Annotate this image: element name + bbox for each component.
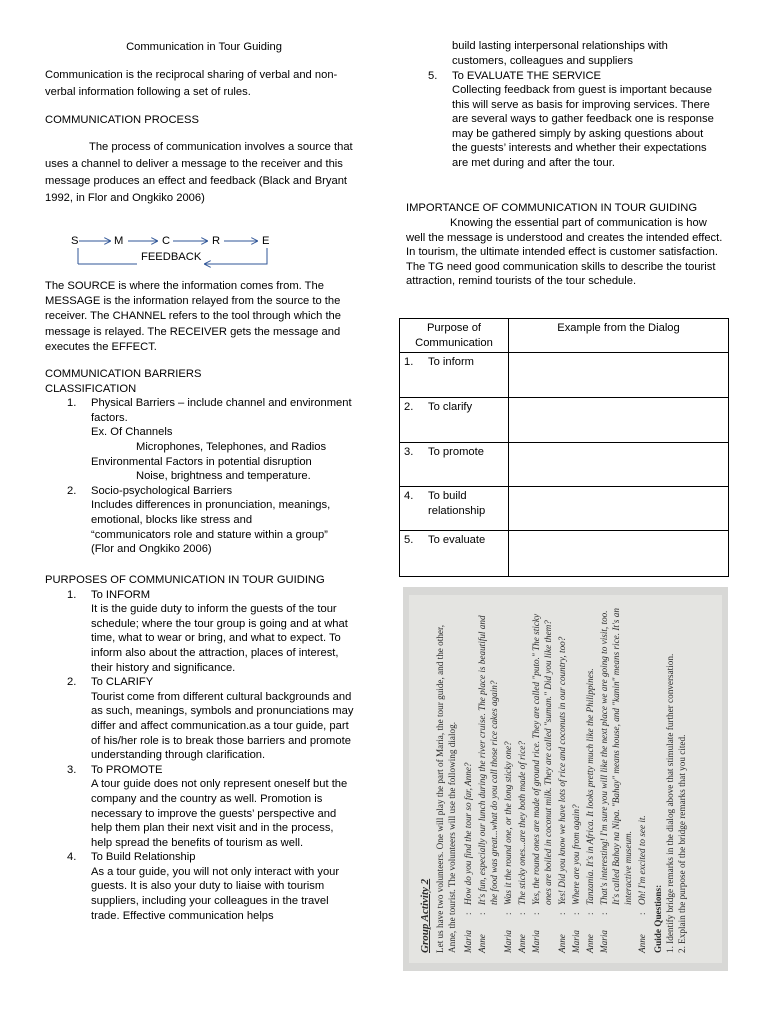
purpose-item-evaluate — [428, 69, 728, 84]
barrier-item-socio — [45, 484, 363, 499]
activity-rotated-text — [409, 595, 722, 963]
row-label: To promote — [428, 446, 484, 459]
activity-page — [409, 595, 722, 963]
dialog-text: Yes! Did you know we have lots of rice and coconuts in our country, too? — [557, 636, 567, 905]
process-heading: COMMUNICATION PROCESS — [45, 114, 199, 126]
purposes-heading: PURPOSES OF COMMUNICATION IN TOUR GUIDING — [45, 574, 325, 586]
dialog-line: Anne : It's fun, especially our lunch during the river cruise. The place is beautiful and the food was great...what do you call those rice cakes again? — [476, 605, 500, 953]
barrier-physical-title: Physical Barriers – include channel and environment factors. — [91, 397, 352, 424]
table-cell-purpose — [400, 443, 509, 487]
dialog-speaker: Maria — [531, 930, 541, 953]
barriers-section — [45, 367, 363, 557]
barrier-environmental: Environmental Factors in potential disruption — [91, 455, 312, 468]
dialog-text: How do you find the tour so far, Anne? — [463, 762, 473, 905]
purpose-evaluate-text: Collecting feedback from guest is important because this will serve as basis for improving services. There are several ways to gather feedback one is response may be gathered simply by asking questions about the guests’ interests and whether their expectations are met during and after the tour. — [452, 84, 714, 169]
diagram-source: S — [71, 235, 79, 247]
purpose-inform-text: It is the guide duty to inform the guests of the tour schedule; where the tour group is going and at what time, what to wear or bring, and what to expect. To inform also about the attraction, places of interest, their history and significance. — [91, 603, 348, 674]
table-cell-example[interactable] — [509, 353, 729, 398]
dialog-speaker: Anne — [517, 934, 527, 953]
dialog-speaker: Maria — [571, 930, 581, 953]
dialog-text: It's fun, especially our lunch during the river cruise. The place is beautiful and the food was great...what do you call those rice cakes again? — [477, 615, 499, 905]
table-header-purpose: Purpose of Communication — [400, 319, 509, 353]
table-cell-purpose — [400, 487, 509, 531]
source-paragraph: The SOURCE is where the information comes from. The MESSAGE is the information relayed from the source to the receiver. The CHANNEL refers to the tool through which the message is relayed. The RECEIVER gets the message and executes the EFFECT. — [45, 280, 341, 353]
purpose-item-inform — [45, 588, 363, 603]
table-cell-example[interactable] — [509, 487, 729, 531]
guide-questions-heading: Guide Questions: — [653, 884, 663, 953]
purpose-promote-title: To PROMOTE — [91, 763, 163, 776]
dialog-speaker: Maria — [503, 930, 513, 953]
diagram-effect: E — [262, 235, 270, 247]
diagram-feedback: FEEDBACK — [141, 251, 202, 263]
diagram-channel: C — [162, 235, 171, 247]
importance-heading: IMPORTANCE OF COMMUNICATION IN TOUR GUIDING — [406, 202, 698, 214]
table-row — [400, 353, 729, 398]
dialog-text: Tanzania. It's in Africa. It looks pretty much like the Philippines. — [585, 668, 595, 905]
barriers-heading: COMMUNICATION BARRIERS — [45, 368, 202, 380]
activity-heading: Group Activity 2 — [419, 878, 431, 953]
purpose-relationship-title: To Build Relationship — [91, 851, 196, 864]
table-cell-example[interactable] — [509, 398, 729, 443]
table-row — [400, 398, 729, 443]
purpose-relationship-text: As a tour guide, you will not only interact with your guests. It is also your duty to liaise with tourism suppliers, including your colleagues in the travel trade. Effective communication helps — [91, 865, 340, 922]
table-row — [400, 531, 729, 577]
dialog-line: Maria : How do you find the tour so far, Anne? — [462, 605, 474, 953]
row-label: To build relationship — [428, 490, 486, 517]
diagram-receiver: R — [212, 235, 221, 247]
table-row — [400, 487, 729, 531]
barrier-socio-title: Socio-psychological Barriers — [91, 484, 233, 497]
dialog-speaker: Anne — [477, 934, 487, 953]
purpose-number: 1. — [67, 588, 77, 601]
dialog-speaker: Anne — [585, 934, 595, 953]
dialog-text: That's interesting! I'm sure you will like the next place we are going to visit, too. It's called Bahay na Nipa. "Bahay" means house, and "kanin" means rice. It's an interactive museum. — [599, 608, 633, 905]
dialog-text: The sticky ones...are they both made of rice? — [517, 741, 527, 905]
dialog-speaker: Maria — [599, 930, 609, 953]
activity-intro: Let us have two volunteers. One will play the part of Maria, the tour guide, and the other, Anne, the tourist. The volunteers will use the following dialog. — [435, 625, 457, 953]
table-header-row — [400, 319, 729, 353]
purpose-number: 4. — [67, 851, 77, 864]
dialog-line: Maria : Was it the round one, or the long sticky one? — [502, 605, 514, 953]
row-label: To evaluate — [428, 534, 486, 547]
importance-paragraph: Knowing the essential part of communication is how well the message is understood and creates the intended effect. In tourism, the ultimate intended effect is customer satisfaction. The TG need good communication skills to describe the tourist attraction, remind tourists of the tour schedule. — [406, 217, 723, 288]
intro-paragraph: Communication is the reciprocal sharing of verbal and non-verbal information following a set of rules. — [45, 69, 338, 98]
table-cell-example[interactable] — [509, 531, 729, 577]
row-number: 2. — [404, 401, 414, 414]
purpose-item-relationship — [45, 850, 363, 865]
table-cell-purpose — [400, 531, 509, 577]
smcre-diagram — [65, 231, 305, 271]
dialog-speaker: Anne — [557, 934, 567, 953]
row-number: 4. — [404, 490, 414, 503]
purpose-number: 2. — [67, 676, 77, 689]
dialog-text: Yes, the round ones are made of ground rice. They are called "puto." The sticky ones are boiled in coconut milk. They are called "suman." Did you like them? — [531, 613, 553, 905]
table-cell-purpose — [400, 353, 509, 398]
guide-questions — [652, 605, 688, 953]
document-title: Communication in Tour Guiding — [126, 41, 282, 53]
dialog-line: Anne : Yes! Did you know we have lots of rice and coconuts in our country, too? — [556, 605, 568, 953]
row-number: 1. — [404, 356, 414, 369]
purpose-clarify-title: To CLARIFY — [91, 676, 154, 689]
process-paragraph: The process of communication involves a source that uses a channel to deliver a message to the receiver and this message produces an effect and feedback (Black and Bryant 1992, in Flor and Ongkiko 2006) — [45, 141, 353, 204]
dialog-text: Where are you from again? — [571, 804, 581, 905]
dialog-line: Maria : Where are you from again? — [570, 605, 582, 953]
purpose-item-promote — [45, 763, 363, 778]
dialog-line: Maria : That's interesting! I'm sure you will like the next place we are going to visit, too. It's called Bahay na Nipa. "Bahay" means house, and "kanin" means rice. It's an interactive museum. — [598, 605, 634, 953]
purpose-item-clarify — [45, 675, 363, 690]
row-number: 5. — [404, 534, 414, 547]
barrier-item-physical — [45, 396, 363, 425]
diagram-message: M — [114, 235, 124, 247]
dialog-speaker: Anne — [637, 934, 647, 953]
dialog-line: Maria : Yes, the round ones are made of ground rice. They are called "puto." The sticky ones are boiled in coconut milk. They are called "suman." Did you like them? — [530, 605, 554, 953]
purpose-clarify-text: Tourist come from different cultural backgrounds and as such, meanings, symbols and pronunciations may differ and affect communication.as a tour guide, part of his/her role is to break those barriers and promote understanding through clarification. — [91, 690, 354, 762]
purpose-number: 5. — [428, 70, 438, 82]
dialog-speaker: Maria — [463, 930, 473, 953]
barrier-socio-text: Includes differences in pronunciation, meanings, emotional, blocks like stress and “communicators role and stature within a group” (Flor and Ongkiko 2006) — [91, 499, 331, 556]
barrier-number: 2. — [67, 484, 77, 497]
guide-question-1: 1. Identify bridge remarks in the dialog above that stimulate further conversation. — [665, 653, 675, 953]
dialog-text: Was it the round one, or the long sticky one? — [503, 741, 513, 905]
purpose-inform-title: To INFORM — [91, 588, 151, 601]
barrier-number: 1. — [67, 397, 77, 410]
purpose-number: 3. — [67, 763, 77, 776]
barrier-channels-list: Microphones, Telephones, and Radios — [136, 440, 327, 453]
purposes-section — [45, 573, 363, 923]
row-label: To clarify — [428, 401, 473, 414]
table-row — [400, 443, 729, 487]
row-label: To inform — [428, 356, 475, 369]
purpose-promote-text: A tour guide does not only represent oneself but the company and the country as well. Promotion is necessary to improve the guests’ perspective and help them plan their next visit and in the process, help spread the benefits of tourism as well. — [91, 778, 348, 849]
table-cell-purpose — [400, 398, 509, 443]
table-cell-example[interactable] — [509, 443, 729, 487]
guide-question-2: 2. Explain the purpose of the bridge remarks that you cited. — [677, 734, 687, 953]
table-header-example: Example from the Dialog — [509, 319, 729, 353]
purpose-table — [399, 318, 729, 577]
classification-heading: CLASSIFICATION — [45, 382, 137, 395]
dialog-line: Anne : Oh! I'm excited to see it. — [636, 605, 648, 953]
row-number: 3. — [404, 446, 414, 459]
purpose-evaluate-title: To EVALUATE THE SERVICE — [452, 70, 602, 82]
relationship-continued: build lasting interpersonal relationships with customers, colleagues and suppliers — [452, 40, 668, 67]
barrier-channels-example: Ex. Of Channels — [91, 426, 173, 439]
barrier-noise: Noise, brightness and temperature. — [136, 470, 311, 483]
dialog-line: Anne : The sticky ones...are they both made of rice? — [516, 605, 528, 953]
activity-photo — [403, 587, 728, 971]
dialog-line: Anne : Tanzania. It's in Africa. It looks pretty much like the Philippines. — [584, 605, 596, 953]
dialog-text: Oh! I'm excited to see it. — [637, 815, 647, 905]
